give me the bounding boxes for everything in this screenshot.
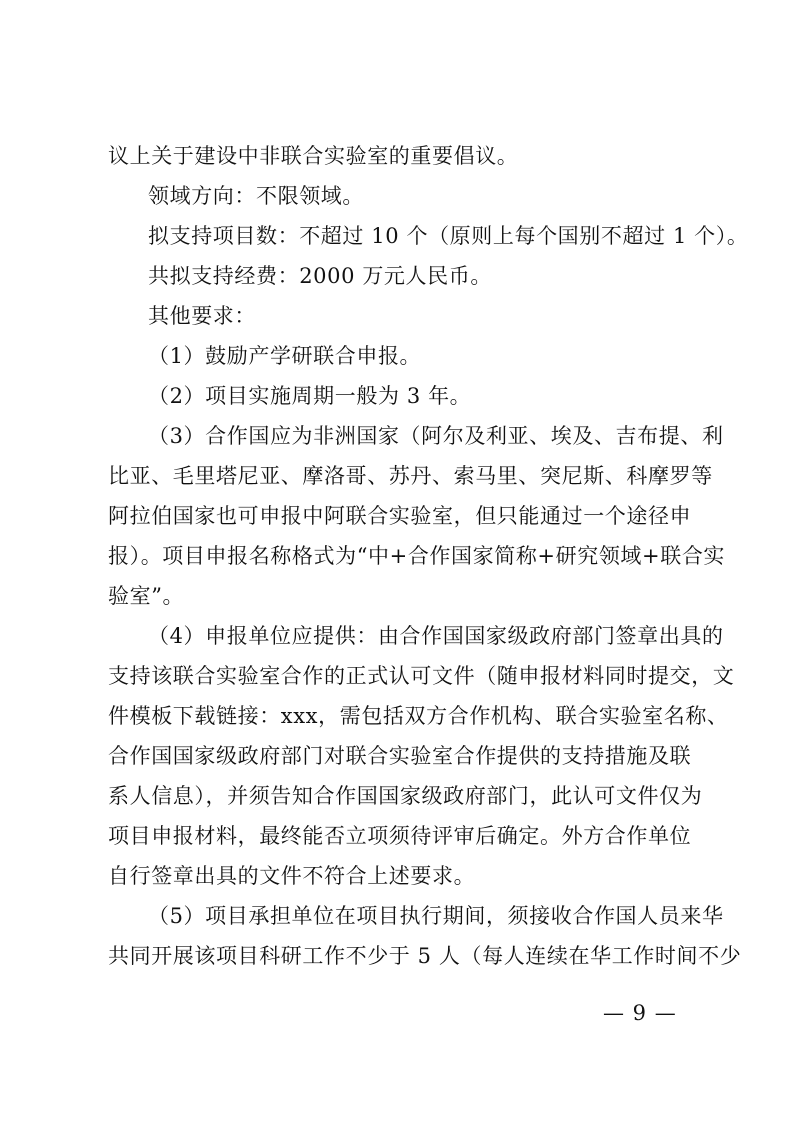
text-line: （5）项目承担单位在项目执行期间，须接收合作国人员来华	[148, 904, 724, 928]
text-line: 项目申报材料，最终能否立项须待评审后确定。外方合作单位	[108, 824, 692, 848]
text-line: 议上关于建设中非联合实验室的重要倡议。	[108, 144, 519, 168]
page-number: — 9 —	[603, 1001, 677, 1025]
text-line: （2）项目实施周期一般为 3 年。	[148, 384, 472, 408]
text-line: （3）合作国应为非洲国家（阿尔及利亚、埃及、吉布提、利	[148, 424, 724, 448]
text-line: 领域方向：不限领域。	[148, 184, 364, 208]
text-line: 合作国国家级政府部门对联合实验室合作提供的支持措施及联	[108, 744, 692, 768]
text-line: 其他要求：	[148, 304, 256, 328]
text-line: （4）申报单位应提供：由合作国国家级政府部门签章出具的	[148, 624, 724, 648]
text-line: 比亚、毛里塔尼亚、摩洛哥、苏丹、索马里、突尼斯、科摩罗等	[108, 464, 713, 488]
text-line: （1）鼓励产学研联合申报。	[148, 344, 422, 368]
text-line: 拟支持项目数：不超过 10 个（原则上每个国别不超过 1 个）。	[148, 224, 749, 248]
text-line: 件模板下载链接：xxx，需包括双方合作机构、联合实验室名称、	[108, 704, 729, 728]
text-line: 阿拉伯国家也可申报中阿联合实验室，但只能通过一个途径申	[108, 504, 692, 528]
text-line: 自行签章出具的文件不符合上述要求。	[108, 864, 476, 888]
text-line: 共拟支持经费：2000 万元人民币。	[148, 264, 492, 288]
text-line: 共同开展该项目科研工作不少于 5 人（每人连续在华工作时间不少	[108, 944, 742, 968]
text-line: 支持该联合实验室合作的正式认可文件（随申报材料同时提交，文	[108, 664, 735, 688]
text-line: 报）。项目申报名称格式为“中+合作国家简称+研究领域+联合实	[108, 544, 726, 568]
text-line: 系人信息），并须告知合作国国家级政府部门，此认可文件仅为	[108, 784, 703, 808]
text-line: 验室”。	[108, 584, 185, 608]
